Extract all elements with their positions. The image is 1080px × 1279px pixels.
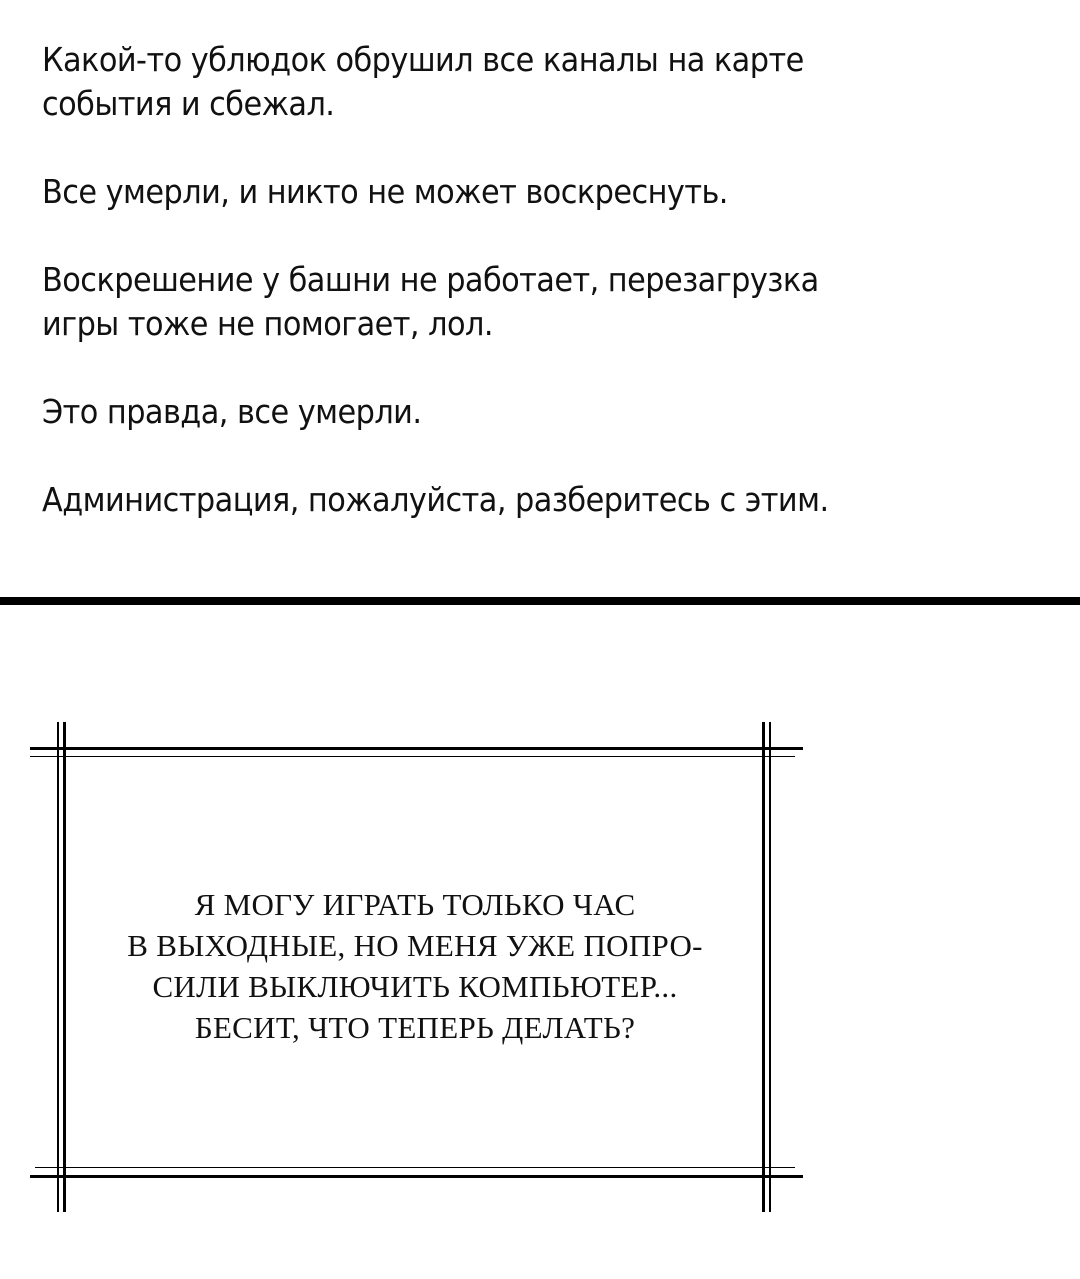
frame-line-top-inner xyxy=(30,756,795,757)
frame-line-left-outer xyxy=(57,722,59,1212)
caption-box-text: Я МОГУ ИГРАТЬ ТОЛЬКО ЧАС В ВЫХОДНЫЕ, НО МЕНЯ УЖЕ ПОПРО- СИЛИ ВЫКЛЮЧИТЬ КОМПЬЮТЕР... БЕСИТ, ЧТО ТЕПЕРЬ ДЕЛАТЬ? xyxy=(127,887,703,1045)
chat-message: Это правда, все умерли. xyxy=(42,392,422,431)
frame-line-top-outer xyxy=(30,747,803,750)
frame-line-bottom-outer xyxy=(30,1175,803,1178)
frame-line-right-outer xyxy=(769,722,771,1212)
chat-message: Воскрешение у башни не работает, перезагрузка игры тоже не помогает, лол. xyxy=(42,260,819,343)
chat-message-list xyxy=(42,38,1042,566)
section-divider xyxy=(0,597,1080,605)
chat-message: Все умерли, и никто не может воскреснуть. xyxy=(42,172,728,211)
frame-line-bottom-inner xyxy=(35,1167,795,1168)
chat-message: Администрация, пожалуйста, разберитесь с этим. xyxy=(42,480,829,519)
chat-message: Какой-то ублюдок обрушил все каналы на карте события и сбежал. xyxy=(42,40,804,123)
